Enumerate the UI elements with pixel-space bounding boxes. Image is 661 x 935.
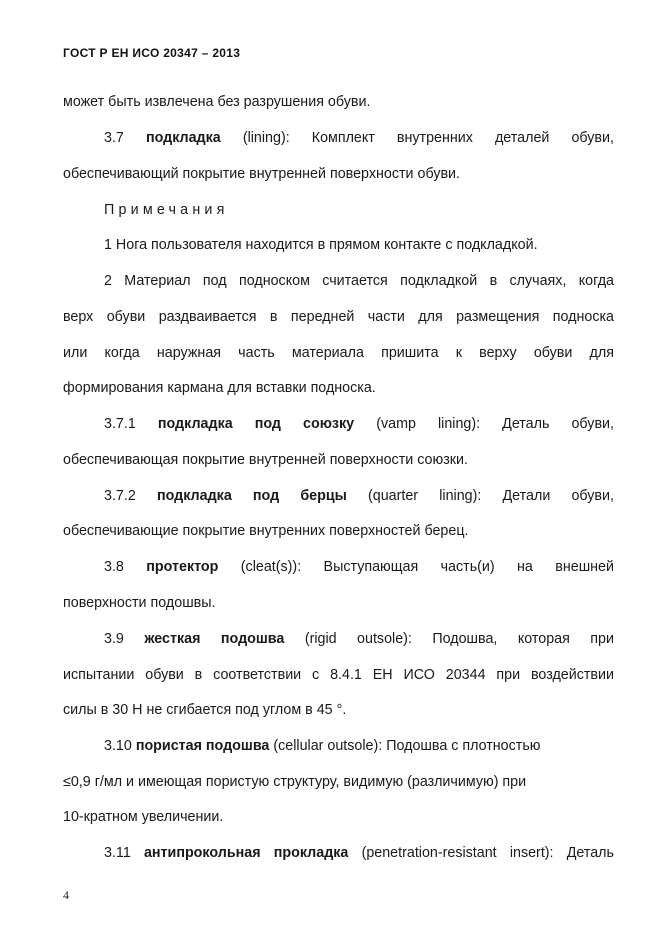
clause-term: подкладка: [145, 130, 221, 146]
text-line: 10-кратном увеличении.: [63, 809, 224, 825]
note-2-line: или когда наружная часть материала пришита к верху обуви для: [63, 345, 614, 361]
clause-number: 3.8: [104, 559, 124, 575]
clause-text: (cleat(s)): Выступающая часть(и) на внешней: [240, 559, 614, 575]
clause-text: (rigid outsole): Подошва, которая при: [304, 631, 614, 647]
document-code-header: ГОСТ Р ЕН ИСО 20347 – 2013: [63, 46, 241, 60]
note-1: 1 Нога пользователя находится в прямом контакте с подкладкой.: [104, 237, 538, 253]
page-number: 4: [63, 888, 69, 902]
clause-text: (penetration-resistant insert): Деталь: [361, 845, 614, 861]
clause-number: 3.10: [104, 738, 132, 754]
text-line: ≤0,9 г/мл и имеющая пористую структуру, видимую (различимую) при: [63, 774, 527, 790]
text-line: обеспечивающие покрытие внутренних поверхностей берец.: [63, 523, 469, 539]
clause-text: (quarter lining): Детали обуви,: [368, 488, 614, 504]
clause-text: (cellular outsole): Подошва с плотностью: [273, 738, 541, 754]
clause-term: протектор: [146, 559, 219, 575]
clause-3-11: [104, 843, 614, 863]
clause-term: подкладка под берцы: [156, 488, 347, 504]
note-2-line: верх обуви раздваивается в передней части для размещения подноска: [63, 309, 614, 325]
text-line: обеспечивающий покрытие внутренней поверхности обуви.: [63, 166, 461, 182]
note-heading: Примечания: [104, 202, 229, 218]
clause-term: подкладка под союзку: [157, 416, 355, 432]
text-line: обеспечивающая покрытие внутренней поверхности союзки.: [63, 452, 468, 468]
clause-number: 3.11: [104, 845, 131, 861]
clause-term: пористая подошва: [135, 738, 270, 754]
clause-3-8: [104, 557, 614, 577]
clause-3-7: [104, 128, 614, 148]
clause-text: (vamp lining): Деталь обуви,: [376, 416, 614, 432]
clause-number: 3.7.1: [104, 416, 136, 432]
clause-3-7-2: [104, 486, 614, 506]
clause-number: 3.7.2: [104, 488, 136, 504]
note-2-line: формирования кармана для вставки подноска.: [63, 380, 376, 396]
clause-number: 3.9: [104, 631, 124, 647]
clause-term: антипрокольная прокладка: [143, 845, 349, 861]
clause-3-9: [104, 629, 614, 649]
clause-text: (lining): Комплект внутренних деталей обуви,: [242, 130, 614, 146]
clause-term: жесткая подошва: [144, 631, 285, 647]
clause-3-7-1: [104, 414, 614, 434]
clause-number: 3.7: [104, 130, 124, 146]
text-line: поверхности подошвы.: [63, 595, 216, 611]
text-line: может быть извлечена без разрушения обуви.: [63, 94, 371, 110]
text-line: силы в 30 Н не сгибается под углом в 45 °.: [63, 702, 347, 718]
text-line: испытании обуви в соответствии с 8.4.1 ЕН ИСО 20344 при воздействии: [63, 667, 614, 683]
note-2-line: 2 Материал под подноском считается подкладкой в случаях, когда: [104, 273, 614, 289]
clause-3-10: [104, 736, 614, 756]
